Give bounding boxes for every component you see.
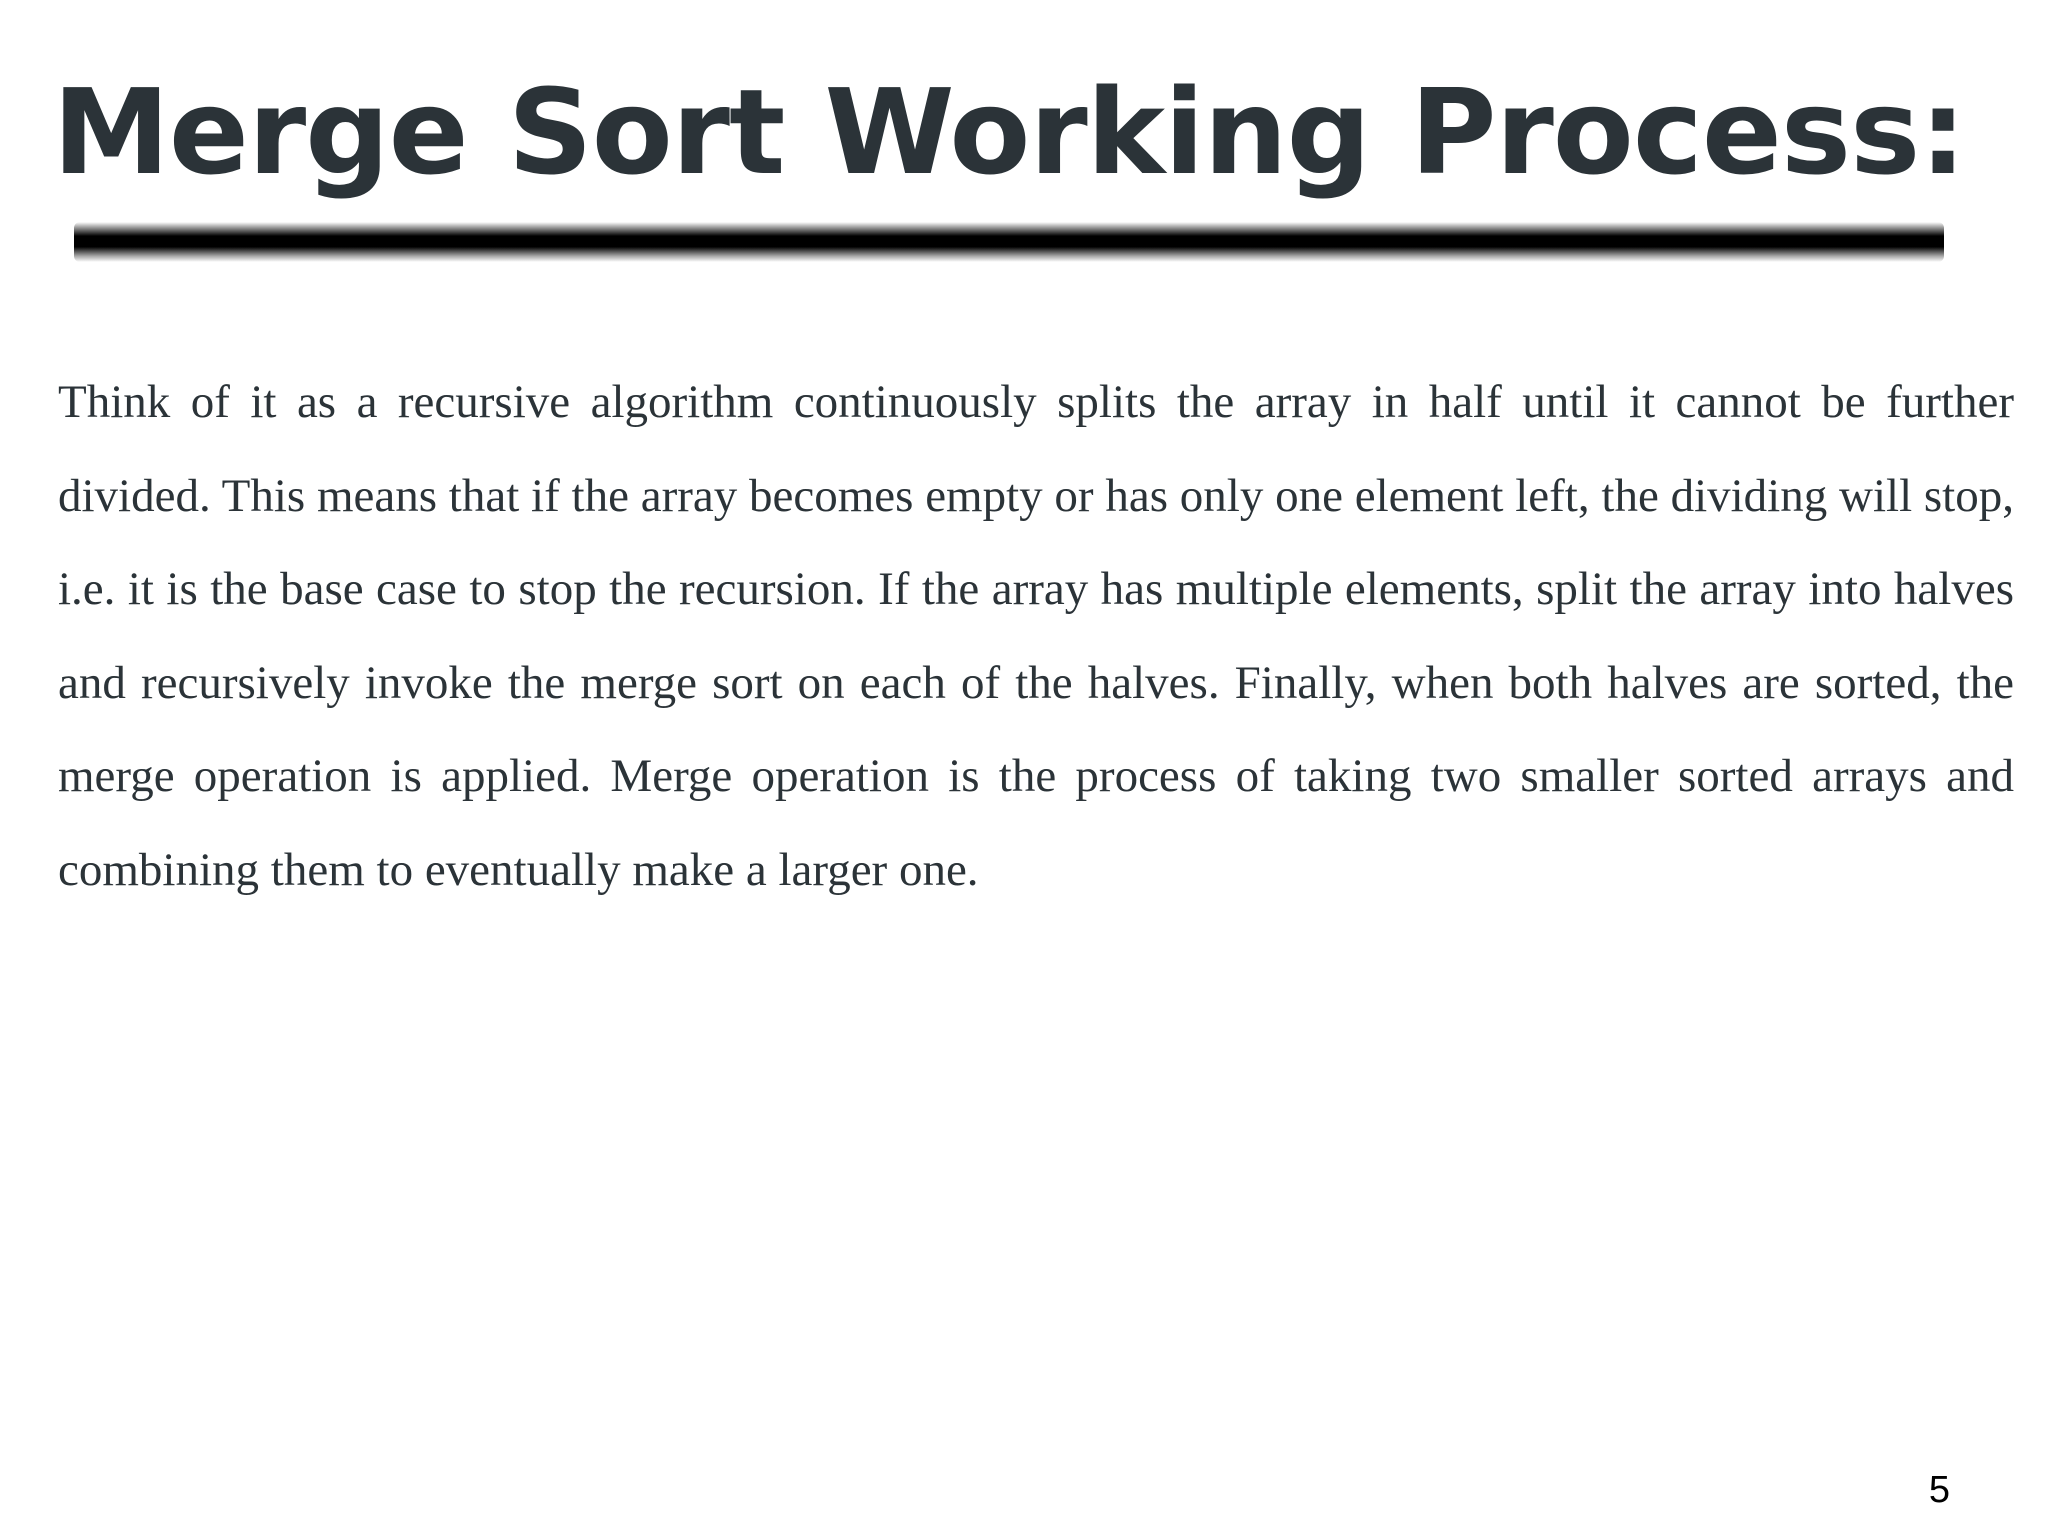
page-number: 5 (1928, 1469, 1950, 1511)
slide-title: Merge Sort Working Process: (52, 63, 1966, 201)
body-paragraph: Think of it as a recursive algorithm continuously splits the array in half until it cannot be further divided. This means that if the array becomes empty or has only one element left, the dividing will stop, i.e. it is the base case to stop the recursion. If the array has multiple elements, split the array into halves and recursively invoke the merge sort on each of the halves. Finally, when both halves are sorted, the merge operation is applied. Merge operation is the process of taking two smaller sorted arrays and combining them to eventually make a larger one. (58, 376, 2014, 896)
title-divider (74, 222, 1944, 262)
